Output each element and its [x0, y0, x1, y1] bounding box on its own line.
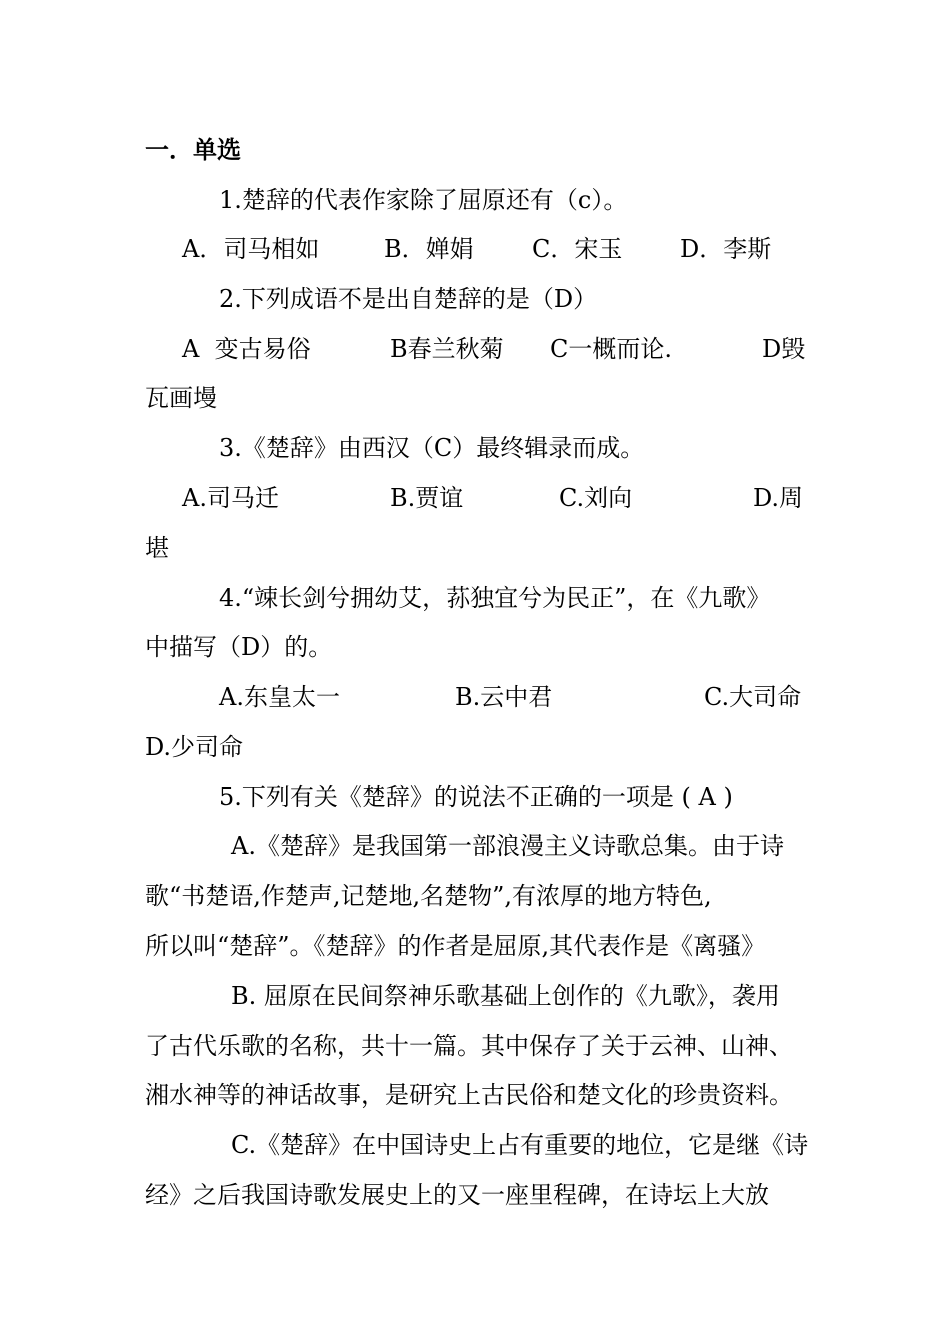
q5-option-b-line-2: 了古代乐歌的名称，共十一篇。其中保存了关于云神、山神、: [145, 1032, 793, 1060]
question-4-stem-line-2: 中描写（D）的。: [145, 633, 333, 661]
q2-option-d-continuation: 瓦画墁: [145, 384, 217, 412]
q5-option-c-line-1: C.《楚辞》在中国诗史上占有重要的地位，它是继《诗: [231, 1131, 809, 1159]
section-heading: 一．单选: [145, 136, 241, 164]
q3-option-d: D.周: [753, 484, 804, 512]
q4-option-d: D.少司命: [145, 733, 244, 761]
q2-option-b: B春兰秋菊: [390, 335, 504, 363]
q3-option-a: A.司马迁: [182, 484, 279, 512]
q4-option-c: C.大司命: [704, 683, 802, 711]
q2-option-c: C一概而论.: [550, 335, 672, 363]
question-3-stem: 3.《楚辞》由西汉（C）最终辑录而成。: [219, 434, 645, 462]
q1-option-b: B．婵娟: [384, 235, 474, 263]
q5-option-a-line-3: 所以叫“楚辞”。《楚辞》的作者是屈原,其代表作是《离骚》: [145, 932, 766, 960]
q4-option-a: A.东皇太一: [219, 683, 340, 711]
q3-option-b: B.贾谊: [390, 484, 464, 512]
question-2-stem: 2.下列成语不是出自楚辞的是（D）: [219, 285, 598, 313]
question-4-stem-line-1: 4.“竦长剑兮拥幼艾，荪独宜兮为民正”，在《九歌》: [219, 584, 771, 612]
q2-option-d: D毁: [762, 335, 806, 363]
q3-option-d-continuation: 堪: [145, 534, 169, 562]
q1-option-c: C．宋玉: [532, 235, 623, 263]
q1-option-a: A．司马相如: [182, 235, 320, 263]
q5-option-a-line-1: A.《楚辞》是我国第一部浪漫主义诗歌总集。由于诗: [231, 832, 784, 860]
q2-option-a: A 变古易俗: [182, 335, 311, 363]
q5-option-a-line-2: 歌“书楚语,作楚声,记楚地,名楚物”,有浓厚的地方特色,: [145, 882, 712, 910]
q4-option-b: B.云中君: [455, 683, 553, 711]
q5-option-c-line-2: 经》之后我国诗歌发展史上的又一座里程碑，在诗坛上大放: [145, 1181, 769, 1209]
q5-option-b-line-1: B. 屈原在民间祭神乐歌基础上创作的《九歌》，袭用: [231, 982, 780, 1010]
q5-option-b-line-3: 湘水神等的神话故事，是研究上古民俗和楚文化的珍贵资料。: [145, 1081, 793, 1109]
q3-option-c: C.刘向: [559, 484, 633, 512]
question-1-stem: 1.楚辞的代表作家除了屈原还有（c）。: [219, 186, 628, 214]
question-5-stem: 5.下列有关《楚辞》的说法不正确的一项是 ( A ): [219, 783, 733, 811]
q1-option-d: D．李斯: [680, 235, 772, 263]
